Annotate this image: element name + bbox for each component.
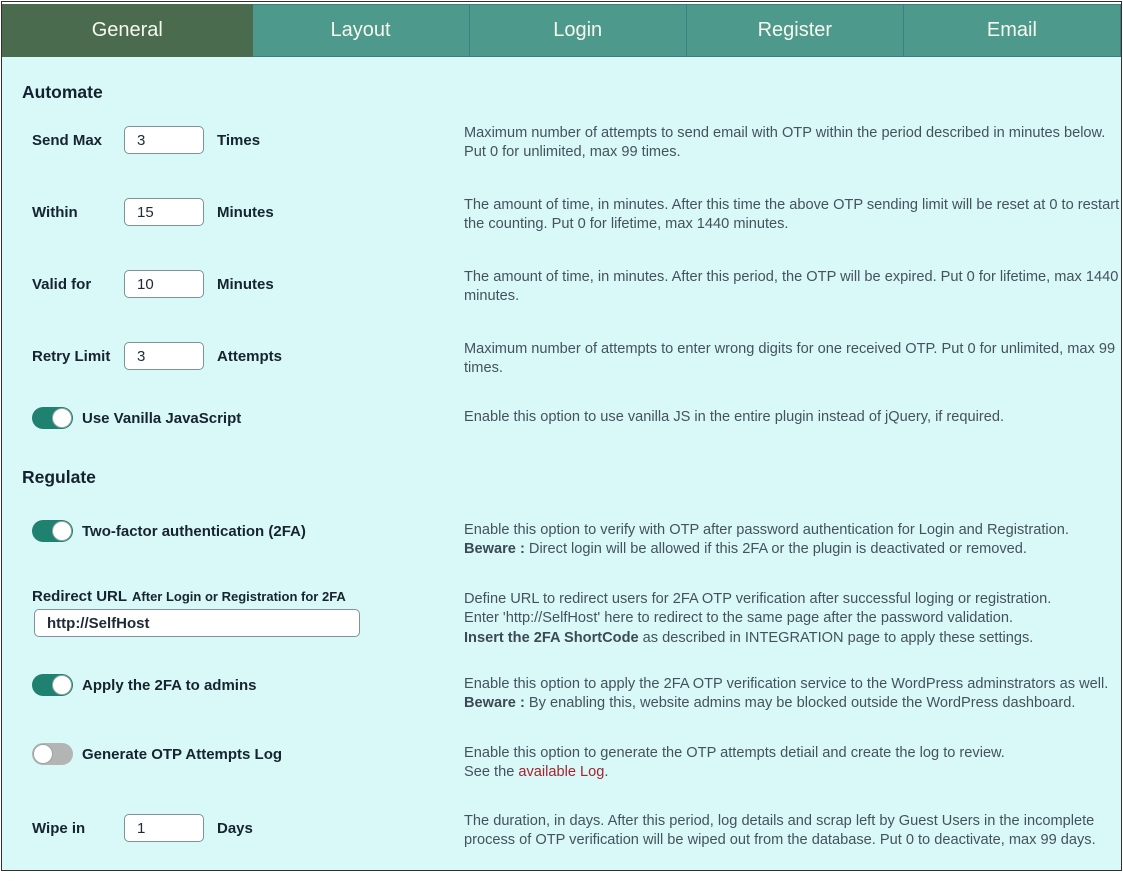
valid-for-input[interactable]	[124, 270, 204, 298]
redirect-url-input[interactable]	[34, 609, 360, 637]
description-text: Enable this option to verify with OTP after password authentication for Login and Registration.	[464, 522, 1069, 538]
available-log-link[interactable]: available Log	[518, 764, 605, 781]
wipe-in-field-group	[32, 813, 462, 843]
plugin-settings-page	[1, 1, 1122, 871]
description-text: By enabling this, website admins may be blocked outside the WordPress dashboard.	[524, 695, 1076, 712]
use-vanilla-javascript-description	[464, 408, 1103, 427]
valid-for-description	[464, 268, 1119, 307]
description-line	[464, 675, 1109, 694]
toggle-knob	[52, 675, 72, 695]
description-line	[464, 340, 1116, 359]
section-heading-automate: Automate	[22, 82, 103, 102]
wipe-in-input[interactable]	[124, 814, 204, 842]
tab-login[interactable]: Login	[470, 4, 687, 57]
description-text: process of OTP verification will be wiped out from the database. Put 0 to deactivate, max 99 days.	[464, 832, 1096, 849]
settings-content	[2, 57, 1121, 870]
redirect-url-label: Redirect URL	[32, 588, 128, 605]
description-line	[464, 287, 1103, 306]
apply-2fa-to-admins-row	[32, 674, 462, 696]
description-text: the counting. Put 0 for lifetime, max 1440 minutes.	[464, 216, 789, 233]
send-max-description	[464, 124, 1106, 163]
description-line	[464, 694, 1103, 713]
description-text: Direct login will be allowed if this 2FA or the plugin is deactivated or removed.	[524, 541, 1027, 558]
description-text: Insert the 2FA ShortCode	[464, 629, 639, 646]
redirect-url-description	[464, 590, 1103, 648]
description-text: Maximum number of attempts to enter wrong digits for one received OTP. Put 0 for unlimited, max 99	[464, 341, 1116, 357]
within-field-group	[32, 197, 462, 227]
retry-limit-label: Retry Limit	[32, 347, 111, 365]
description-line	[464, 359, 1103, 378]
generate-otp-attempts-log-toggle[interactable]	[32, 743, 73, 765]
description-text: Enable this option to generate the OTP attempts detiail and create the log to review.	[464, 745, 1005, 761]
valid-for-label: Valid for	[32, 275, 92, 293]
use-vanilla-javascript-toggle[interactable]	[32, 407, 73, 429]
description-text: as described in INTEGRATION page to apply these settings.	[638, 629, 1034, 646]
description-text: Enter 'http://SelfHost' here to redirect to the same page after the password validation.	[464, 610, 1014, 627]
redirect-url-sublabel: After Login or Registration for 2FA	[132, 589, 346, 604]
generate-otp-attempts-log-description	[464, 744, 1103, 783]
description-line	[464, 831, 1103, 850]
retry-limit-field-group	[32, 341, 462, 371]
apply-2fa-to-admins-description	[464, 675, 1109, 714]
generate-otp-attempts-log-label: Generate OTP Attempts Log	[82, 745, 283, 763]
description-text: Put 0 for unlimited, max 99 times.	[464, 144, 681, 161]
description-text: The duration, in days. After this period, log details and scrap left by Guest Users in the incomplete	[464, 813, 1095, 829]
send-max-unit-label: Times	[217, 131, 261, 149]
description-text: Define URL to redirect users for 2FA OTP verification after successful loging or registration.	[464, 591, 1052, 607]
two-factor-authentication-toggle[interactable]	[32, 520, 73, 542]
within-label: Within	[32, 203, 78, 221]
toggle-knob	[52, 408, 72, 428]
wipe-in-description	[464, 812, 1103, 851]
use-vanilla-javascript-row	[32, 407, 462, 429]
tab-bar	[2, 2, 1121, 57]
description-line	[464, 408, 1103, 427]
tab-email[interactable]: Email	[904, 4, 1121, 57]
description-line	[464, 196, 1120, 215]
wipe-in-unit-label: Days	[217, 819, 253, 837]
description-text: minutes.	[464, 288, 520, 305]
description-line	[464, 812, 1103, 831]
within-unit-label: Minutes	[217, 203, 274, 221]
send-max-field-group	[32, 125, 462, 155]
toggle-knob	[52, 521, 72, 541]
description-text: Enable this option to use vanilla JS in the entire plugin instead of jQuery, if required.	[464, 409, 1005, 425]
generate-otp-attempts-log-row	[32, 743, 462, 765]
description-text: Maximum number of attempts to send email with OTP within the period described in minutes below.	[464, 125, 1106, 141]
description-text: Enable this option to apply the 2FA OTP verification service to the WordPress adminstrators as well.	[464, 676, 1109, 692]
description-line	[464, 215, 1103, 234]
description-text: Beware :	[464, 695, 525, 712]
two-factor-authentication-label: Two-factor authentication (2FA)	[82, 522, 306, 540]
within-description	[464, 196, 1120, 235]
section-heading-regulate: Regulate	[22, 467, 96, 487]
description-text: The amount of time, in minutes. After this time the above OTP sending limit will be reset at 0 to restart	[464, 197, 1120, 213]
description-line	[464, 744, 1103, 763]
description-line	[464, 521, 1103, 540]
description-line	[464, 268, 1119, 287]
two-factor-authentication-description	[464, 521, 1103, 560]
valid-for-unit-label: Minutes	[217, 275, 274, 293]
description-line	[464, 540, 1103, 559]
two-factor-authentication-row	[32, 520, 462, 542]
send-max-input[interactable]	[124, 126, 204, 154]
retry-limit-unit-label: Attempts	[217, 347, 283, 365]
redirect-url-label-row	[32, 588, 346, 605]
send-max-label: Send Max	[32, 131, 103, 149]
description-line	[464, 590, 1103, 609]
valid-for-field-group	[32, 269, 462, 299]
retry-limit-input[interactable]	[124, 342, 204, 370]
description-line	[464, 609, 1103, 628]
tab-layout[interactable]: Layout	[253, 4, 470, 57]
toggle-knob	[33, 744, 53, 764]
description-line	[464, 629, 1103, 648]
description-text: Beware :	[464, 541, 525, 558]
description-line	[464, 763, 1103, 782]
retry-limit-description	[464, 340, 1116, 379]
description-text: The amount of time, in minutes. After this period, the OTP will be expired. Put 0 for lifetime, max 1440	[464, 269, 1119, 285]
description-text: times.	[464, 360, 503, 377]
description-line	[464, 124, 1106, 143]
description-line	[464, 143, 1103, 162]
wipe-in-label: Wipe in	[32, 819, 86, 837]
tab-general[interactable]: General	[2, 4, 253, 57]
use-vanilla-javascript-label: Use Vanilla JavaScript	[82, 409, 242, 427]
apply-2fa-to-admins-label: Apply the 2FA to admins	[82, 676, 257, 694]
apply-2fa-to-admins-toggle[interactable]	[32, 674, 73, 696]
description-text: See the	[464, 764, 519, 781]
within-input[interactable]	[124, 198, 204, 226]
tab-register[interactable]: Register	[687, 4, 904, 57]
description-text: .	[604, 764, 609, 781]
